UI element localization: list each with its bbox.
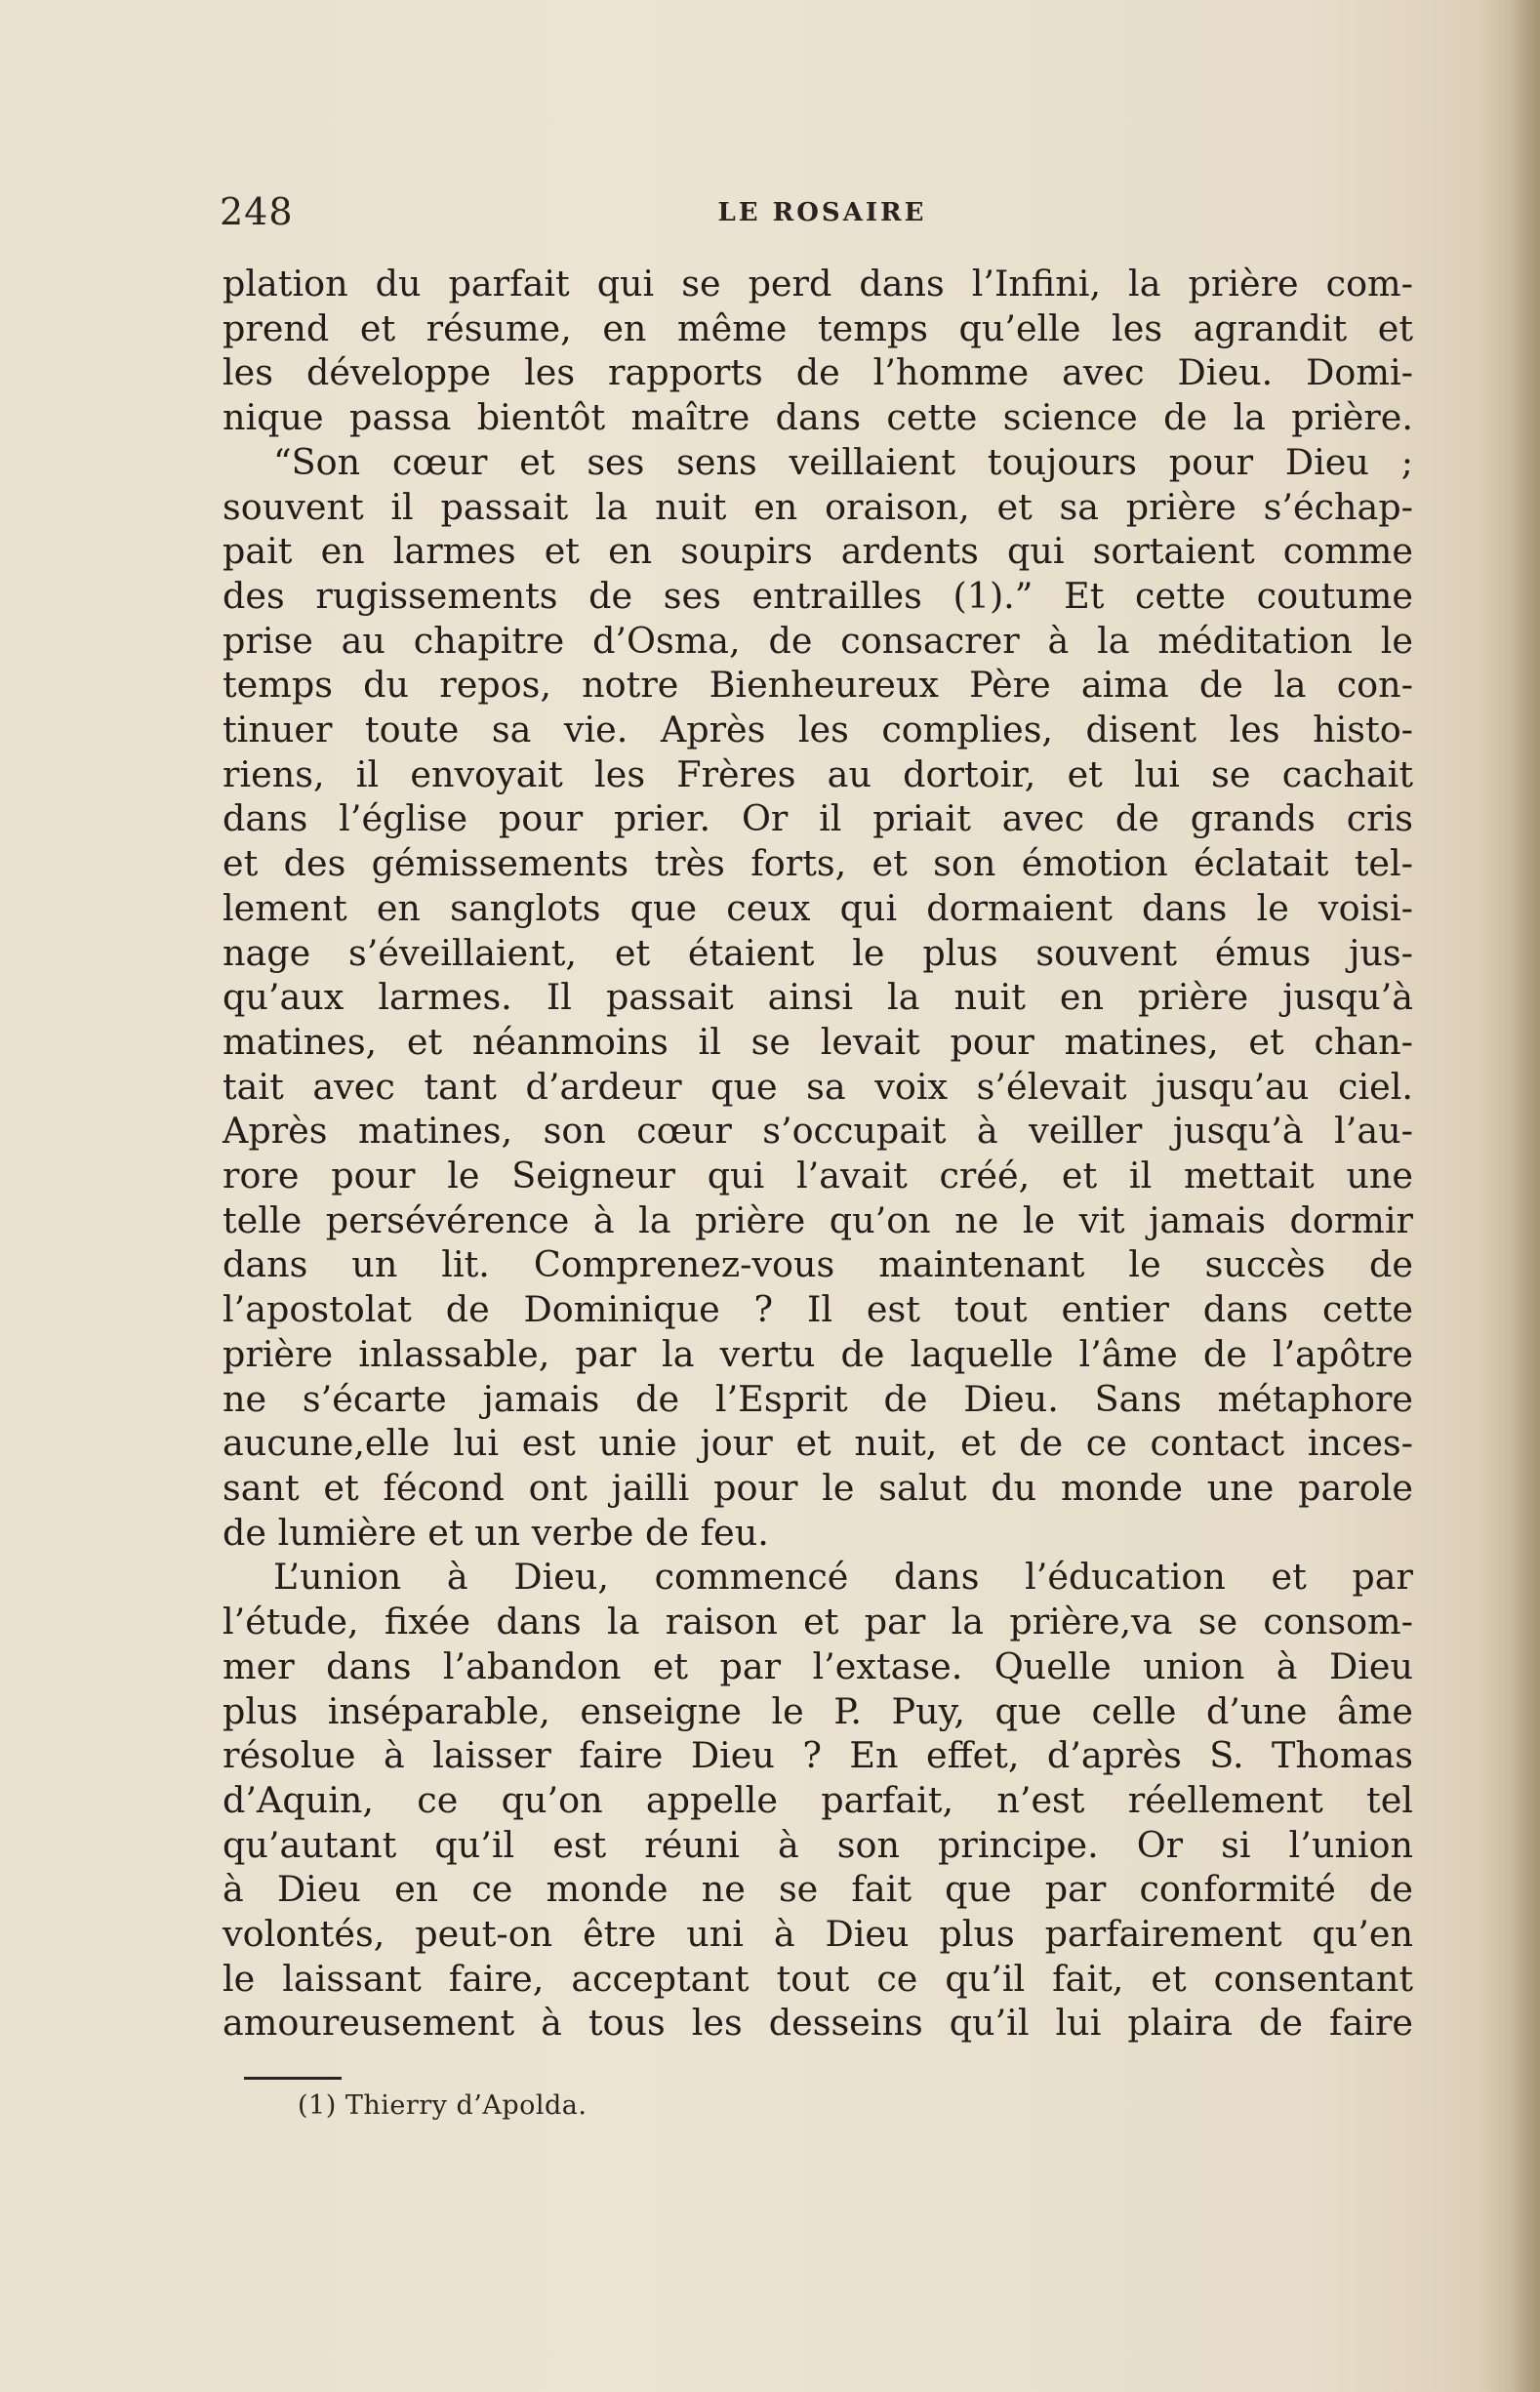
text-line: de lumière et un verbe de feu. (223, 1511, 769, 1554)
text-line: aucune,elle lui est unie jour et nuit, et de ce contact inces- (223, 1422, 1413, 1465)
text-line: le laissant faire, acceptant tout ce qu’il fait, et consentant (223, 1957, 1413, 2000)
text-line: sant et fécond ont jailli pour le salut du monde une parole (223, 1466, 1413, 1509)
text-line: à Dieu en ce monde ne se fait que par conformité de (223, 1868, 1413, 1911)
text-line: telle persévérence à la prière qu’on ne le vit jamais dormir (223, 1198, 1413, 1241)
text-line: l’étude, fixée dans la raison et par la prière,va se consom- (223, 1601, 1413, 1643)
text-line: ne s’écarte jamais de l’Esprit de Dieu. Sans métaphore (223, 1377, 1413, 1420)
text-line: volontés, peut-on être uni à Dieu plus parfairement qu’en (223, 1913, 1413, 1956)
text-line: et des gémissements très forts, et son émotion éclatait tel- (223, 842, 1413, 885)
text-line: l’apostolat de Dominique ? Il est tout entier dans cette (223, 1288, 1413, 1331)
text-line: dans l’église pour prier. Or il priait avec de grands cris (223, 797, 1413, 840)
text-line: mer dans l’abandon et par l’extase. Quelle union à Dieu (223, 1644, 1413, 1687)
text-line: d’Aquin, ce qu’on appelle parfait, n’est réellement tel (223, 1778, 1413, 1821)
text-line: résolue à laisser faire Dieu ? En effet, d’après S. Thomas (223, 1734, 1413, 1777)
text-line: matines, et néanmoins il se levait pour matines, et chan- (223, 1020, 1413, 1063)
text-line: des rugissements de ses entrailles (1).” Et cette coutume (223, 574, 1413, 617)
page-number: 248 (220, 190, 294, 233)
footnote: (1) Thierry d’Apolda. (298, 2090, 588, 2121)
text-line: prière inlassable, par la vertu de laquelle l’âme de l’apôtre (223, 1332, 1413, 1375)
text-line: prend et résume, en même temps qu’elle les agrandit et (223, 306, 1413, 349)
text-line: qu’autant qu’il est réuni à son principe. Or si l’union (223, 1823, 1413, 1866)
text-line: souvent il passait la nuit en oraison, et sa prière s’échap- (223, 485, 1413, 528)
text-line: rore pour le Seigneur qui l’avait créé, et il mettait une (223, 1155, 1413, 1197)
body-text (223, 262, 1413, 2046)
text-line: plation du parfait qui se perd dans l’Infini, la prière com- (223, 263, 1413, 304)
text-line: temps du repos, notre Bienheureux Père aima de la con- (223, 664, 1413, 707)
text-line: L’union à Dieu, commencé dans l’éducation et par (273, 1556, 1413, 1599)
footnote-rule (244, 2077, 342, 2080)
text-line: plus inséparable, enseigne le P. Puy, que celle d’une âme (223, 1689, 1413, 1732)
text-line: qu’aux larmes. Il passait ainsi la nuit en prière jusqu’à (223, 976, 1413, 1019)
page-header (220, 190, 1425, 249)
text-line: nique passa bientôt maître dans cette science de la prière. (223, 396, 1413, 439)
text-line: pait en larmes et en soupirs ardents qui sortaient comme (223, 530, 1413, 573)
text-line: dans un lit. Comprenez-vous maintenant le succès de (223, 1243, 1413, 1286)
text-line: riens, il envoyait les Frères au dortoir, et lui se cachait (223, 752, 1413, 795)
text-line: Après matines, son cœur s’occupait à veiller jusqu’à l’au- (223, 1110, 1413, 1153)
text-line: tait avec tant d’ardeur que sa voix s’élevait jusqu’au ciel. (223, 1065, 1413, 1108)
text-line: prise au chapitre d’Osma, de consacrer à la méditation le (223, 619, 1413, 662)
text-line: les développe les rapports de l’homme avec Dieu. Domi- (223, 351, 1413, 394)
text-line: lement en sanglots que ceux qui dormaient dans le voisi- (223, 886, 1413, 929)
text-line: “Son cœur et ses sens veillaient toujours pour Dieu ; (273, 440, 1413, 483)
running-title: LE ROSAIRE (717, 198, 927, 227)
page-edge-shadow (1513, 0, 1540, 2392)
text-line: nage s’éveillaient, et étaient le plus souvent émus jus- (223, 931, 1413, 974)
text-line: amoureusement à tous les desseins qu’il lui plaira de faire (223, 2002, 1413, 2045)
text-line: tinuer toute sa vie. Après les complies, disent les histo- (223, 709, 1413, 751)
